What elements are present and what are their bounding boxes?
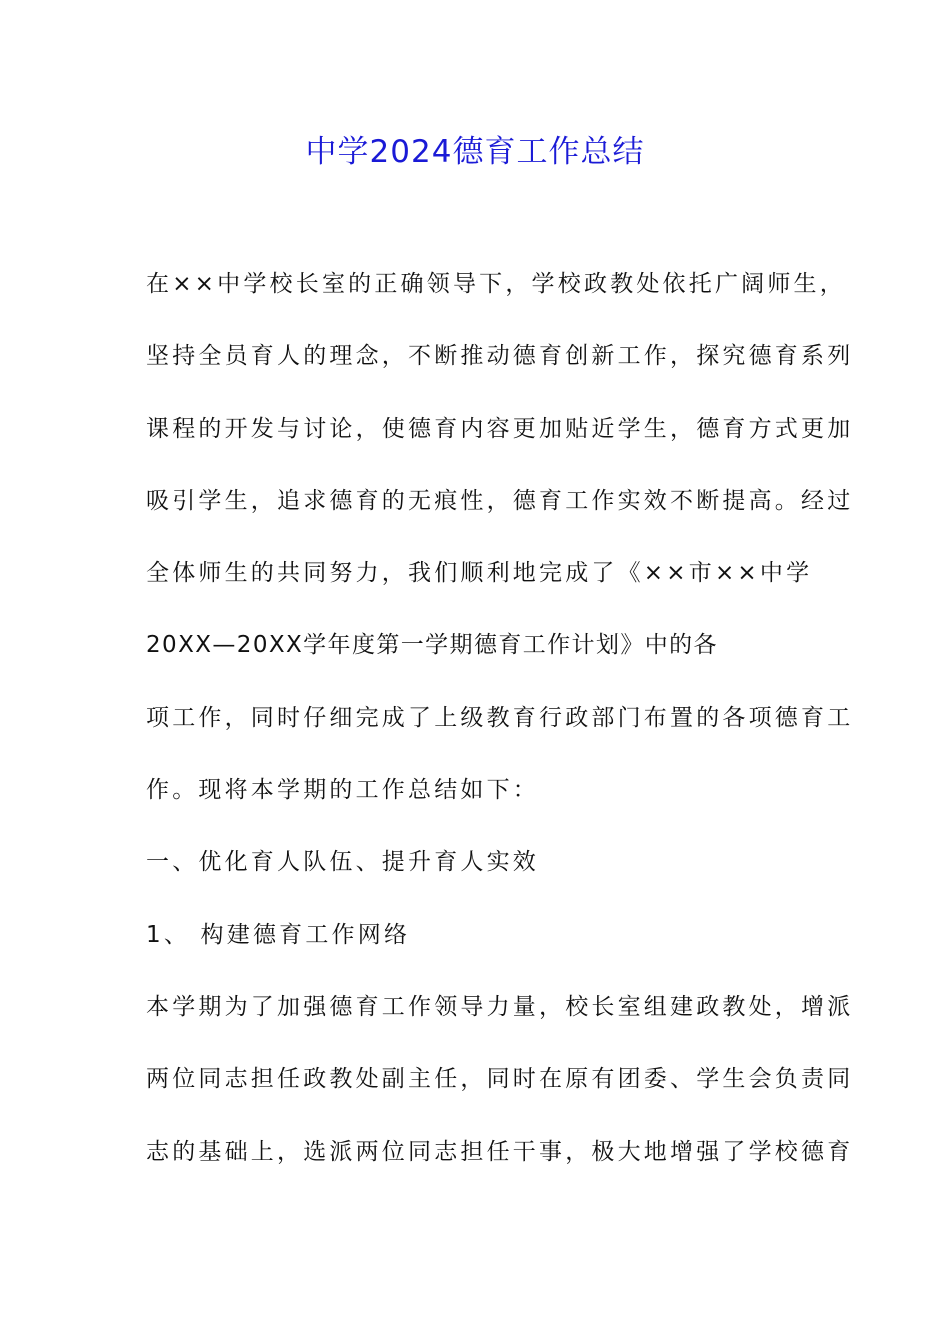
body-line-4: 吸引学生，追求德育的无痕性，德育工作实效不断提高。经过 (146, 487, 854, 514)
subsection-heading-1: 1、 构建德育工作网络 (146, 921, 411, 948)
body-line-1: 在××中学校长室的正确领导下，学校政教处依托广阔师生， (146, 271, 846, 297)
body-line-8: 作。现将本学期的工作总结如下： (146, 777, 539, 804)
body-line-5: 全体师生的共同努力，我们顺利地完成了《××市××中学 (146, 560, 813, 587)
document-title: 中学2024德育工作总结 (305, 134, 645, 170)
body-line-2: 坚持全员育人的理念，不断推动德育创新工作，探究德育系列 (146, 343, 854, 370)
body-line-9: 本学期为了加强德育工作领导力量，校长室组建政教处，增派 (146, 993, 854, 1020)
body-line-3: 课程的开发与讨论，使德育内容更加贴近学生，德育方式更加 (146, 415, 854, 442)
body-line-11: 志的基础上，选派两位同志担任干事，极大地增强了学校德育 (146, 1138, 854, 1165)
body-line-7: 项工作，同时仔细完成了上级教育行政部门布置的各项德育工 (146, 704, 854, 731)
body-line-10: 两位同志担任政教处副主任，同时在原有团委、学生会负责同 (146, 1066, 854, 1093)
body-line-6: 20XX—20XX学年度第一学期德育工作计划》中的各 (146, 632, 718, 659)
document-body (146, 262, 854, 1202)
section-heading-1: 一、优化育人队伍、提升育人实效 (146, 849, 539, 876)
